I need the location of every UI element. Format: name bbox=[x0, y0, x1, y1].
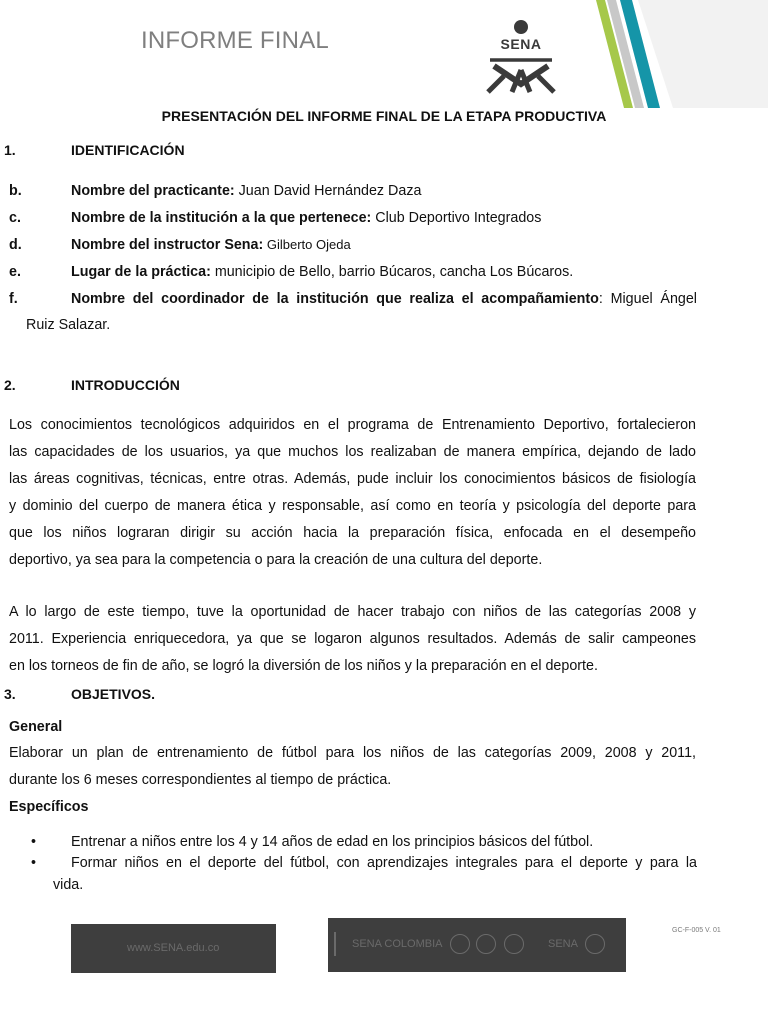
sena-logo bbox=[482, 18, 560, 94]
social-icon bbox=[504, 934, 524, 954]
footer-divider bbox=[334, 932, 336, 956]
id-item-value: Gilberto Ojeda bbox=[263, 237, 351, 252]
footer-social-text: SENA COLOMBIA bbox=[352, 938, 443, 950]
id-item-institucion bbox=[71, 210, 697, 226]
section-2-number: 2. bbox=[4, 377, 16, 393]
id-item-value: : Miguel Ángel bbox=[598, 291, 697, 307]
id-item-practicante bbox=[71, 183, 697, 199]
paragraph-line: 2011. Experiencia enriquecedora, ya que se logaron algunos resultados. Además de salir campeones bbox=[9, 631, 696, 647]
id-item-letter: f. bbox=[9, 291, 18, 307]
id-item-label: Lugar de la práctica: bbox=[71, 264, 211, 280]
footer-sena-text: SENA bbox=[548, 938, 578, 950]
id-item-value: municipio de Bello, barrio Búcaros, cancha Los Búcaros. bbox=[210, 264, 574, 280]
id-item-letter: c. bbox=[9, 210, 21, 226]
bullet-item-continuation: vida. bbox=[53, 877, 84, 893]
footer-website-box bbox=[71, 924, 276, 973]
social-icon bbox=[450, 934, 470, 954]
main-heading: PRESENTACIÓN DEL INFORME FINAL DE LA ETAPA PRODUCTIVA bbox=[161, 108, 607, 124]
id-item-value: Club Deportivo Integrados bbox=[371, 210, 542, 226]
paragraph-line: las áreas cognitivas, técnicas, entre otras. Además, pude incluir los conocimientos básicos de fisiología bbox=[9, 471, 696, 487]
bullet-icon: • bbox=[31, 855, 37, 871]
bullet-item-text: Entrenar a niños entre los 4 y 14 años de edad en los principios básicos del fútbol. bbox=[71, 834, 594, 850]
id-item-value: Juan David Hernández Daza bbox=[234, 183, 422, 199]
id-item-lugar bbox=[71, 264, 697, 280]
intro-paragraph-1 bbox=[9, 412, 696, 574]
document-header-title: INFORME FINAL bbox=[141, 27, 329, 54]
paragraph-line: en los torneos de fin de año, se logró la diversión de los niños y la preparación en el deporte. bbox=[9, 658, 598, 674]
footer-website-text: www.SENA.edu.co bbox=[127, 942, 220, 954]
section-2-title: INTRODUCCIÓN bbox=[71, 377, 180, 393]
paragraph-line: y dominio del cuerpo de manera ética y responsable, así como en teoría y psicología del deporte para bbox=[9, 498, 696, 514]
id-item-label: Nombre del practicante: bbox=[71, 183, 235, 199]
paragraph-line: durante los 6 meses correspondientes al tiempo de práctica. bbox=[9, 772, 392, 788]
specific-heading: Específicos bbox=[9, 799, 89, 815]
bullet-item-text: Formar niños en el deporte del fútbol, con aprendizajes integrales para el deporte y para la bbox=[71, 855, 697, 871]
paragraph-line: las capacidades de los usuarios, ya que muchos los realizaban de manera empírica, dejando de lado bbox=[9, 444, 696, 460]
id-item-letter: e. bbox=[9, 264, 21, 280]
general-paragraph bbox=[9, 740, 696, 794]
social-icon bbox=[476, 934, 496, 954]
header-stripes-icon bbox=[578, 0, 768, 108]
general-heading: General bbox=[9, 719, 63, 735]
paragraph-line: que los niños lograran dirigir su acción hacia la preparación física, enfocada en el desempeño bbox=[9, 525, 696, 541]
section-1-number: 1. bbox=[4, 142, 16, 158]
paragraph-line: deportivo, ya sea para la competencia o para la creación de una cultura del deporte. bbox=[9, 552, 543, 568]
id-item-label: Nombre del instructor Sena: bbox=[71, 237, 264, 253]
section-3-number: 3. bbox=[4, 686, 16, 702]
id-item-coordinador bbox=[71, 291, 697, 307]
section-3-title: OBJETIVOS. bbox=[71, 686, 156, 702]
id-item-label: Nombre del coordinador de la institución que realiza el acompañamiento bbox=[71, 291, 599, 307]
section-1-title: IDENTIFICACIÓN bbox=[71, 142, 185, 158]
id-item-continuation: Ruiz Salazar. bbox=[26, 317, 111, 333]
sena-logo-text: SENA bbox=[500, 36, 542, 52]
id-item-letter: b. bbox=[9, 183, 22, 199]
paragraph-line: Elaborar un plan de entrenamiento de fútbol para los niños de las categorías 2009, 2008 y 2011, bbox=[9, 745, 696, 761]
id-item-letter: d. bbox=[9, 237, 22, 253]
intro-paragraph-2 bbox=[9, 599, 696, 680]
header-decoration bbox=[578, 0, 768, 108]
id-item-instructor bbox=[71, 237, 697, 253]
paragraph-line: Los conocimientos tecnológicos adquiridos en el programa de Entrenamiento Deportivo, fortalecieron bbox=[9, 417, 696, 433]
bullet-icon: • bbox=[31, 834, 37, 850]
form-code: GC-F-005 V. 01 bbox=[672, 927, 721, 934]
id-item-label: Nombre de la institución a la que pertenece: bbox=[71, 210, 372, 226]
sena-logo-icon bbox=[482, 18, 560, 94]
footer-social-box bbox=[328, 918, 626, 972]
paragraph-line: A lo largo de este tiempo, tuve la oportunidad de hacer trabajo con niños de las categorías 2008 y bbox=[9, 604, 696, 620]
social-icon bbox=[585, 934, 605, 954]
